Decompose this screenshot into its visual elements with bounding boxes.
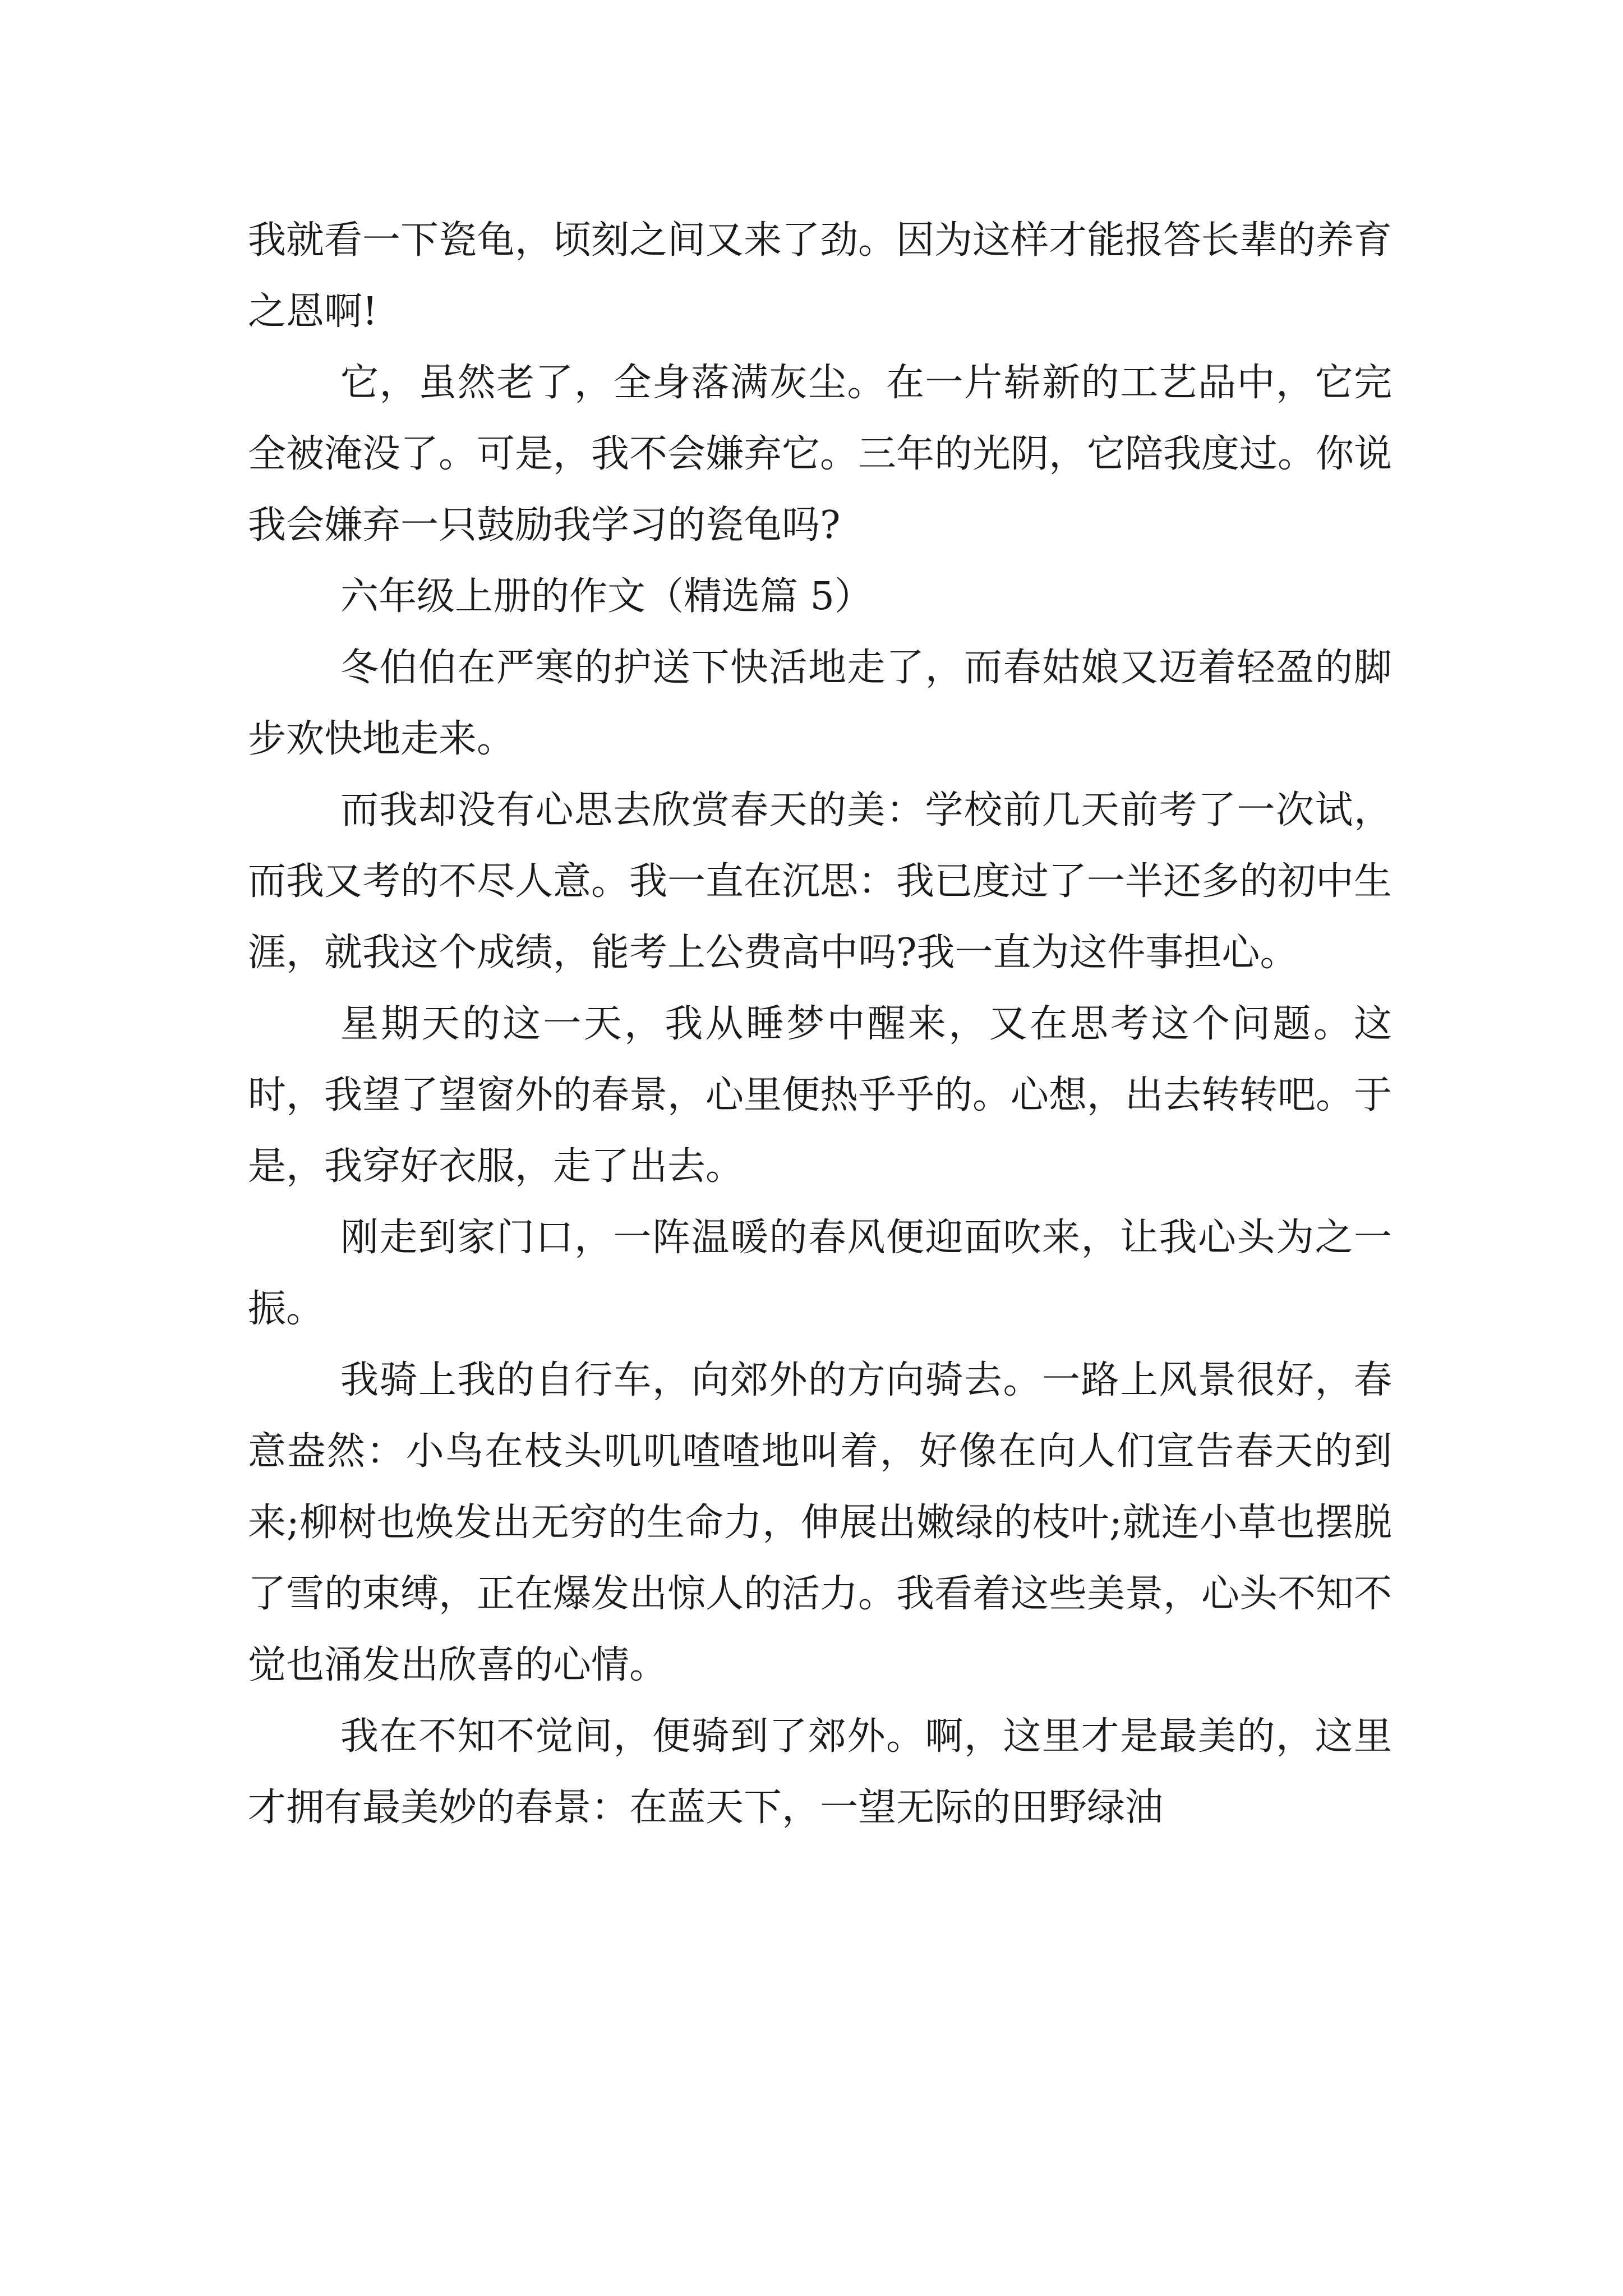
- paragraph-7: 我骑上我的自行车，向郊外的方向骑去。一路上风景很好，春意盎然：小鸟在枝头叽叽喳喳地叫着，好像在向人们宣告春天的到来;柳树也焕发出无穷的生命力，伸展出嫩绿的枝叶;就连小草也摆脱了雪的束缚，正在爆发出惊人的活力。我看着这些美景，心头不知不觉也涌发出欣喜的心情。: [248, 1358, 1393, 1687]
- paragraph-4: 而我却没有心思去欣赏春天的美：学校前几天前考了一次试，而我又考的不尽人意。我一直在沉思：我已度过了一半还多的初中生涯，就我这个成绩，能考上公费高中吗?我一直为这件事担心。: [248, 788, 1393, 975]
- paragraph-6: 刚走到家门口，一阵温暖的春风便迎面吹来，让我心头为之一振。: [248, 1216, 1392, 1331]
- paragraph-8: 我在不知不觉间，便骑到了郊外。啊，这里才是最美的，这里才拥有最美妙的春景：在蓝天下，一望无际的田野绿油: [248, 1714, 1392, 1830]
- document-body: [248, 205, 1392, 1843]
- paragraph-5: 星期天的这一天，我从睡梦中醒来，又在思考这个问题。这时，我望了望窗外的春景，心里便热乎乎的。心想，出去转转吧。于是，我穿好衣服，走了出去。: [248, 1002, 1393, 1189]
- paragraph-2: 它，虽然老了，全身落满灰尘。在一片崭新的工艺品中，它完全被淹没了。可是，我不会嫌弃它。三年的光阴，它陪我度过。你说我会嫌弃一只鼓励我学习的瓷龟吗?: [248, 361, 1393, 547]
- paragraph-3: 冬伯伯在严寒的护送下快活地走了，而春姑娘又迈着轻盈的脚步欢快地走来。: [248, 646, 1392, 761]
- paragraph-1: 我就看一下瓷龟，顷刻之间又来了劲。因为这样才能报答长辈的养育之恩啊!: [248, 218, 1393, 334]
- section-heading: 六年级上册的作文（精选篇 5）: [340, 574, 873, 619]
